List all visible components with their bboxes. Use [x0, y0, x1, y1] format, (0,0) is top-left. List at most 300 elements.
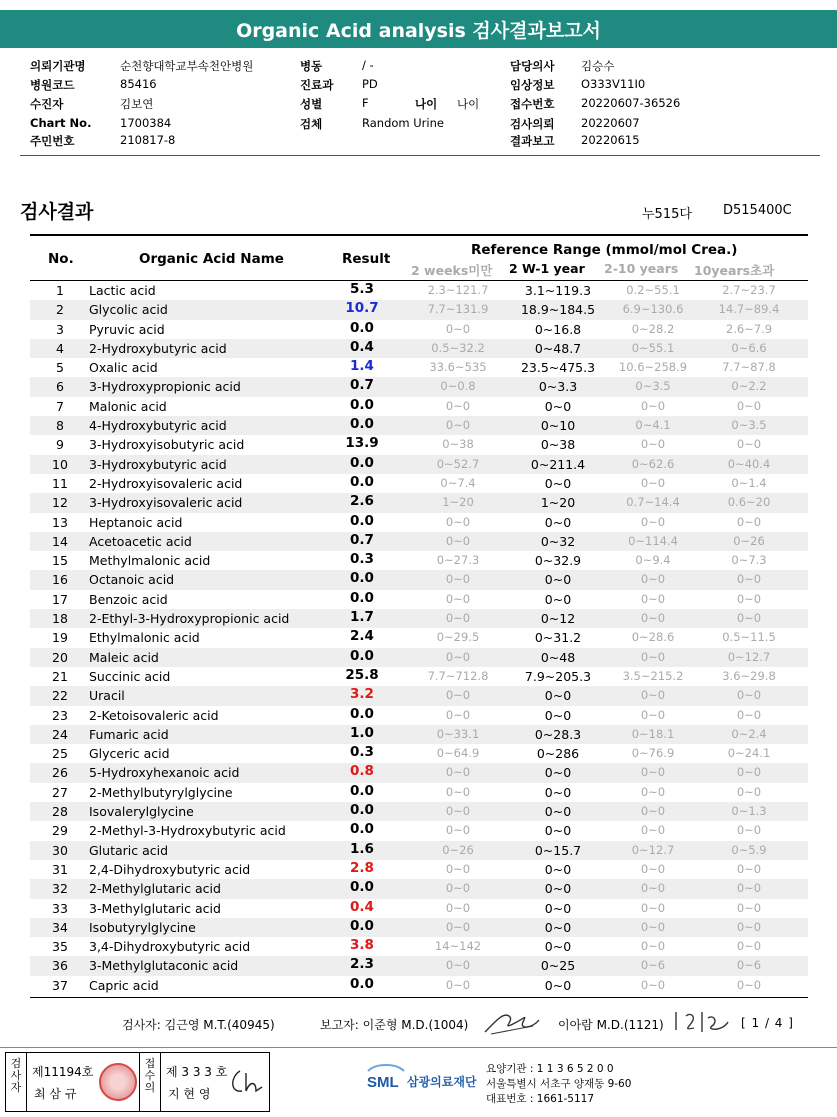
ref-over-10years: 3.6~29.8	[722, 668, 776, 683]
table-row	[30, 899, 808, 918]
result-value: 0.0	[350, 782, 374, 799]
institution-code: 요양기관 : 1 1 3 6 5 2 0 0	[486, 1063, 614, 1075]
info-label: 진료과	[300, 78, 334, 92]
acid-name: Heptanoic acid	[89, 514, 183, 530]
table-row	[30, 976, 808, 995]
box-divider	[160, 1053, 161, 1111]
phone: 대표번호 : 1661-5117	[486, 1093, 595, 1105]
result-value: 0.0	[350, 975, 374, 992]
acid-name: 2-Hydroxyisovaleric acid	[89, 475, 243, 491]
ref-under-2weeks: 0~0	[445, 804, 471, 819]
age-value: 나이	[457, 97, 480, 111]
ref-over-10years: 0.5~11.5	[722, 630, 776, 645]
ref-2-10years: 0~0	[640, 572, 666, 587]
ref-2-10years: 0~0	[640, 398, 666, 413]
acid-name: 3-Methylglutaconic acid	[89, 958, 239, 974]
result-value: 0.4	[350, 898, 374, 915]
col-header-no: No.	[48, 251, 74, 267]
vertical-text: 접수의	[144, 1057, 156, 1094]
table-row	[30, 397, 808, 416]
ref-under-2weeks: 0~0.8	[440, 379, 476, 394]
ref-over-10years: 0~0	[736, 900, 762, 915]
ref-2w-1year: 18.9~184.5	[520, 302, 596, 318]
table-row	[30, 763, 808, 782]
ref-2-10years: 0~12.7	[631, 842, 675, 857]
ref-over-10years: 0.6~20	[727, 495, 771, 510]
vertical-label-receiver	[141, 1058, 159, 1094]
acid-name: 3-Hydroxybutyric acid	[89, 456, 227, 472]
acid-name: 2-Ethyl-3-Hydroxypropionic acid	[89, 611, 290, 627]
table-row	[30, 300, 808, 319]
table-row	[30, 320, 808, 339]
acid-name: Octanoic acid	[89, 572, 175, 588]
table-row	[30, 551, 808, 570]
row-number: 36	[52, 958, 68, 974]
result-value: 0.0	[350, 589, 374, 606]
row-number: 14	[52, 533, 68, 549]
row-number: 12	[52, 495, 68, 511]
info-label: 임상정보	[510, 78, 555, 92]
acid-name: 3,4-Dihydroxybutyric acid	[89, 939, 251, 955]
row-number: 7	[56, 398, 64, 414]
ref-2-10years: 0~3.5	[635, 379, 671, 394]
ref-over-10years: 14.7~89.4	[718, 302, 780, 317]
result-value: 0.0	[350, 705, 374, 722]
ref-2w-1year: 0~0	[544, 900, 572, 916]
ref-2-10years: 10.6~258.9	[618, 360, 688, 375]
ref-under-2weeks: 0~7.4	[440, 475, 476, 490]
result-value: 0.0	[350, 647, 374, 664]
result-value: 2.3	[350, 956, 374, 973]
ref-over-10years: 0~0	[736, 591, 762, 606]
ref-over-10years: 0~12.7	[727, 649, 771, 664]
info-value: 김승수	[581, 59, 615, 73]
ref-over-10years: 2.6~7.9	[725, 321, 773, 336]
ref-2-10years: 0~114.4	[628, 533, 678, 548]
info-value: 김보연	[120, 97, 154, 111]
ref-over-10years: 0~6.6	[731, 340, 767, 355]
ref-over-10years: 7.7~87.8	[722, 360, 776, 375]
info-value: 순천향대학교부속천안병원	[120, 59, 254, 73]
row-number: 10	[52, 456, 68, 472]
acid-name: 2-Methylbutyrylglycine	[89, 784, 233, 800]
acid-name: 2-Ketoisovaleric acid	[89, 707, 219, 723]
ref-under-2weeks: 0~0	[445, 321, 471, 336]
table-row	[30, 744, 808, 763]
acid-name: 2-Methyl-3-Hydroxybutyric acid	[89, 823, 286, 839]
result-value: 2.8	[350, 859, 374, 876]
acid-name: Glyceric acid	[89, 746, 170, 762]
ref-under-2weeks: 0~0	[445, 649, 471, 664]
acid-name: Fumaric acid	[89, 726, 169, 742]
table-row	[30, 339, 808, 358]
ref-2-10years: 0.2~55.1	[626, 283, 680, 297]
ref-2-10years: 3.5~215.2	[622, 668, 684, 683]
acid-name: 2,4-Dihydroxybutyric acid	[89, 861, 251, 877]
table-row	[30, 377, 808, 396]
ref-2w-1year: 0~3.3	[538, 379, 578, 395]
ref-2-10years: 0~0	[640, 514, 666, 529]
ref-under-2weeks: 2.3~121.7	[427, 283, 489, 297]
ref-2-10years: 0~76.9	[631, 746, 675, 761]
row-number: 18	[52, 611, 68, 627]
ref-2w-1year: 0~0	[544, 861, 572, 877]
ref-2w-1year: 0~48.7	[534, 340, 582, 356]
ref-under-2weeks: 0~0	[445, 861, 471, 876]
row-number: 17	[52, 591, 68, 607]
ref-over-10years: 0~0	[736, 437, 762, 452]
ref-2w-1year: 0~211.4	[530, 456, 586, 472]
ref-over-10years: 0~7.3	[731, 553, 767, 568]
col-header-reference: Reference Range (mmol/mol Crea.)	[471, 242, 738, 258]
ref-2w-1year: 0~0	[544, 804, 572, 820]
info-value: 1700384	[120, 116, 172, 130]
row-number: 19	[52, 630, 68, 646]
footer-divider	[0, 1047, 837, 1048]
row-number: 27	[52, 784, 68, 800]
ref-under-2weeks: 0~0	[445, 784, 471, 799]
ref-over-10years: 0~0	[736, 572, 762, 587]
ref-2-10years: 6.9~130.6	[622, 302, 684, 317]
info-label: 접수번호	[510, 97, 555, 111]
ref-2-10years: 0~0	[640, 804, 666, 819]
info-value: / -	[362, 58, 374, 72]
ref-2w-1year: 0~32	[540, 533, 576, 549]
ref-under-2weeks: 0~38	[442, 437, 474, 452]
row-number: 16	[52, 572, 68, 588]
ref-over-10years: 0~0	[736, 977, 762, 992]
col-header-name: Organic Acid Name	[139, 251, 284, 267]
ref-2w-1year: 0~0	[544, 784, 572, 800]
table-row	[30, 435, 808, 454]
table-row	[30, 474, 808, 493]
ref-over-10years: 0~0	[736, 861, 762, 876]
ref-over-10years: 0~0	[736, 939, 762, 954]
ref-2w-1year: 0~25	[540, 958, 576, 974]
table-row	[30, 570, 808, 589]
ref-2-10years: 0~0	[640, 649, 666, 664]
row-number: 34	[52, 919, 68, 935]
ref-under-2weeks: 1~20	[442, 495, 474, 510]
info-value: 20220607-36526	[581, 96, 681, 110]
tester-name: 최 삼 규	[34, 1087, 77, 1101]
ref-2w-1year: 0~10	[540, 418, 576, 434]
age-label: 나이	[415, 97, 438, 111]
signature-scribble-icon	[483, 1008, 541, 1036]
result-value: 0.0	[350, 879, 374, 896]
handwritten-signature-icon	[672, 1008, 732, 1036]
ref-2-10years: 0~0	[640, 437, 666, 452]
ref-2-10years: 0~62.6	[631, 456, 675, 471]
ref-over-10years: 2.7~23.7	[722, 283, 776, 297]
result-value: 0.0	[350, 570, 374, 587]
table-row	[30, 513, 808, 532]
acid-name: 3-Methylglutaric acid	[89, 900, 221, 916]
info-label: Chart No.	[30, 116, 92, 130]
ref-2w-1year: 0~0	[544, 707, 572, 723]
sml-logo-icon	[366, 1063, 406, 1089]
ref-2-10years: 0~0	[640, 784, 666, 799]
row-number: 21	[52, 668, 68, 684]
ref-over-10years: 0~0	[736, 919, 762, 934]
row-number: 1	[56, 283, 64, 298]
ref-under-2weeks: 0~0	[445, 533, 471, 548]
row-number: 5	[56, 360, 64, 376]
result-value: 0.4	[350, 338, 374, 355]
ref-under-2weeks: 0~0	[445, 977, 471, 992]
ref-col-4: 10years초과	[694, 263, 775, 278]
ref-2w-1year: 0~15.7	[534, 842, 582, 858]
ref-2w-1year: 0~0	[544, 688, 572, 704]
ref-2-10years: 0~0	[640, 881, 666, 896]
acid-name: Acetoacetic acid	[89, 533, 192, 549]
row-number: 4	[56, 340, 64, 356]
row-number: 2	[56, 302, 64, 318]
ref-under-2weeks: 0~26	[442, 842, 474, 857]
ref-over-10years: 0~6	[736, 958, 762, 973]
ref-2w-1year: 7.9~205.3	[524, 668, 592, 684]
row-number: 31	[52, 861, 68, 877]
acid-name: Succinic acid	[89, 668, 171, 684]
ref-2w-1year: 0~28.3	[534, 726, 582, 742]
ref-under-2weeks: 0~27.3	[436, 553, 480, 568]
ref-2w-1year: 1~20	[540, 495, 576, 511]
result-value: 0.0	[350, 802, 374, 819]
ref-under-2weeks: 0~0	[445, 688, 471, 703]
ref-2w-1year: 0~0	[544, 514, 572, 530]
acid-name: 5-Hydroxyhexanoic acid	[89, 765, 240, 781]
result-value: 1.7	[350, 609, 374, 626]
ref-over-10years: 0~1.4	[731, 475, 767, 490]
result-value: 0.3	[350, 551, 374, 568]
result-value: 3.2	[350, 686, 374, 703]
table-row	[30, 455, 808, 474]
ref-2w-1year: 0~0	[544, 977, 572, 993]
acid-name: 3-Hydroxyisobutyric acid	[89, 437, 245, 453]
table-row	[30, 493, 808, 512]
sml-logo-text: SML	[367, 1074, 399, 1089]
result-value: 5.3	[350, 281, 374, 297]
ref-over-10years: 0~0	[736, 784, 762, 799]
info-value: PD	[362, 77, 378, 91]
ref-2w-1year: 0~0	[544, 823, 572, 839]
table-row	[30, 628, 808, 647]
tester-license: 제11194호	[32, 1065, 94, 1079]
row-number: 3	[56, 321, 64, 337]
row-number: 6	[56, 379, 64, 395]
table-row	[30, 416, 808, 435]
ref-under-2weeks: 0~52.7	[436, 456, 480, 471]
result-value: 0.0	[350, 319, 374, 336]
result-value: 3.8	[350, 937, 374, 954]
acid-name: Ethylmalonic acid	[89, 630, 200, 646]
info-label: 검체	[300, 117, 323, 131]
ref-over-10years: 0~1.3	[731, 804, 767, 819]
ref-2-10years: 0~55.1	[631, 340, 675, 355]
ref-under-2weeks: 0~0	[445, 881, 471, 896]
result-value: 10.7	[345, 300, 379, 317]
acid-name: Malonic acid	[89, 398, 167, 414]
report-title: Organic Acid analysis 검사결과보고서	[0, 10, 837, 48]
result-value: 0.0	[350, 396, 374, 413]
row-number: 13	[52, 514, 68, 530]
box-divider	[26, 1053, 27, 1111]
info-value: 210817-8	[120, 133, 176, 147]
result-value: 1.4	[350, 358, 374, 375]
info-value: 20220615	[581, 133, 640, 147]
receiver-signature-icon	[228, 1067, 264, 1097]
info-label: 수진자	[30, 97, 64, 111]
acid-name: Lactic acid	[89, 283, 156, 298]
ref-over-10years: 0~0	[736, 881, 762, 896]
ref-over-10years: 0~3.5	[731, 418, 767, 433]
ref-2w-1year: 0~0	[544, 398, 572, 414]
ref-2w-1year: 0~0	[544, 939, 572, 955]
row-number: 35	[52, 939, 68, 955]
row-number: 29	[52, 823, 68, 839]
table-row	[30, 937, 808, 956]
ref-2-10years: 0~0	[640, 765, 666, 780]
ref-2-10years: 0~0	[640, 939, 666, 954]
results-table	[30, 281, 808, 995]
table-row	[30, 802, 808, 821]
ref-col-1: 2 weeks미만	[411, 263, 493, 278]
row-number: 11	[52, 475, 68, 491]
ref-under-2weeks: 0~64.9	[436, 746, 480, 761]
row-number: 20	[52, 649, 68, 665]
ref-under-2weeks: 0~0	[445, 707, 471, 722]
approval-box	[5, 1052, 270, 1112]
ref-under-2weeks: 0~0	[445, 900, 471, 915]
ref-2w-1year: 0~0	[544, 475, 572, 491]
ref-under-2weeks: 0~0	[445, 398, 471, 413]
ref-2-10years: 0.7~14.4	[626, 495, 680, 510]
table-row	[30, 281, 808, 300]
ref-2-10years: 0~28.6	[631, 630, 675, 645]
info-label: 검사의뢰	[510, 117, 555, 131]
row-number: 30	[52, 842, 68, 858]
ref-col-2: 2 W-1 year	[509, 261, 585, 276]
ref-col-3: 2-10 years	[604, 261, 679, 276]
table-row	[30, 918, 808, 937]
acid-name: 2-Methylglutaric acid	[89, 881, 221, 897]
address: 서울특별시 서초구 양재동 9-60	[486, 1078, 632, 1090]
acid-name: Oxalic acid	[89, 360, 158, 376]
result-value: 2.4	[350, 628, 374, 645]
ref-2-10years: 0~0	[640, 591, 666, 606]
row-number: 33	[52, 900, 68, 916]
result-value: 0.7	[350, 377, 374, 394]
ref-under-2weeks: 0~0	[445, 591, 471, 606]
ref-2-10years: 0~0	[640, 900, 666, 915]
table-row	[30, 648, 808, 667]
result-value: 2.6	[350, 493, 374, 510]
ref-2w-1year: 0~0	[544, 881, 572, 897]
info-label: 병동	[300, 59, 323, 73]
table-row	[30, 358, 808, 377]
ref-2w-1year: 0~32.9	[534, 553, 582, 569]
ref-over-10years: 0~0	[736, 707, 762, 722]
ref-2w-1year: 0~12	[540, 611, 576, 627]
info-value: 85416	[120, 77, 157, 91]
acid-name: Maleic acid	[89, 649, 159, 665]
table-bottom-rule	[30, 997, 808, 998]
ref-2-10years: 0~0	[640, 919, 666, 934]
info-label: 병원코드	[30, 78, 75, 92]
ref-2-10years: 0~18.1	[631, 726, 675, 741]
result-value: 0.0	[350, 454, 374, 471]
ref-over-10years: 0~0	[736, 514, 762, 529]
ref-2w-1year: 0~0	[544, 572, 572, 588]
acid-name: Capric acid	[89, 977, 159, 993]
row-number: 25	[52, 746, 68, 762]
info-value: 20220607	[581, 116, 640, 130]
info-label: 성별	[300, 97, 323, 111]
row-number: 23	[52, 707, 68, 723]
acid-name: 2-Hydroxybutyric acid	[89, 340, 227, 356]
acid-name: Benzoic acid	[89, 591, 168, 607]
info-label: 의뢰기관명	[30, 59, 86, 73]
table-top-rule	[30, 234, 808, 236]
ref-2w-1year: 0~0	[544, 591, 572, 607]
row-number: 26	[52, 765, 68, 781]
result-value: 0.0	[350, 512, 374, 529]
col-header-result: Result	[342, 251, 391, 267]
ref-2w-1year: 0~38	[540, 437, 576, 453]
ref-under-2weeks: 0~29.5	[436, 630, 480, 645]
table-row	[30, 667, 808, 686]
ref-under-2weeks: 7.7~131.9	[427, 302, 489, 317]
vertical-text: 검사자	[10, 1057, 22, 1094]
page-number: [ 1 / 4 ]	[741, 1016, 794, 1030]
ref-2-10years: 0~0	[640, 861, 666, 876]
ref-2-10years: 0~0	[640, 707, 666, 722]
ref-under-2weeks: 0~0	[445, 823, 471, 838]
result-value: 0.0	[350, 473, 374, 490]
table-row	[30, 956, 808, 975]
info-label: 결과보고	[510, 134, 555, 148]
acid-name: Isovalerylglycine	[89, 804, 194, 820]
ref-over-10years: 0~0	[736, 398, 762, 413]
ref-2-10years: 0~28.2	[631, 321, 675, 336]
ref-over-10years: 0~26	[733, 533, 765, 548]
table-row	[30, 609, 808, 628]
row-number: 32	[52, 881, 68, 897]
row-number: 15	[52, 553, 68, 569]
row-number: 28	[52, 804, 68, 820]
receiver-license: 제 3 3 3 호	[166, 1065, 228, 1079]
ref-over-10years: 0~2.4	[731, 726, 767, 741]
ref-2-10years: 0~0	[640, 611, 666, 626]
ref-under-2weeks: 14~142	[434, 939, 482, 954]
acid-name: 3-Hydroxypropionic acid	[89, 379, 241, 395]
table-row	[30, 879, 808, 898]
ref-2-10years: 0~0	[640, 977, 666, 992]
box-divider	[139, 1053, 140, 1111]
info-label: 주민번호	[30, 134, 75, 148]
result-value: 1.0	[350, 724, 374, 741]
ref-over-10years: 0~40.4	[727, 456, 771, 471]
ref-over-10years: 0~0	[736, 611, 762, 626]
acid-name: Methylmalonic acid	[89, 553, 211, 569]
ref-under-2weeks: 0~0	[445, 919, 471, 934]
table-row	[30, 590, 808, 609]
result-value: 0.7	[350, 531, 374, 548]
official-seal-icon	[99, 1063, 137, 1101]
ref-2-10years: 0~0	[640, 688, 666, 703]
test-code: D515400C	[723, 203, 792, 218]
table-row	[30, 860, 808, 879]
